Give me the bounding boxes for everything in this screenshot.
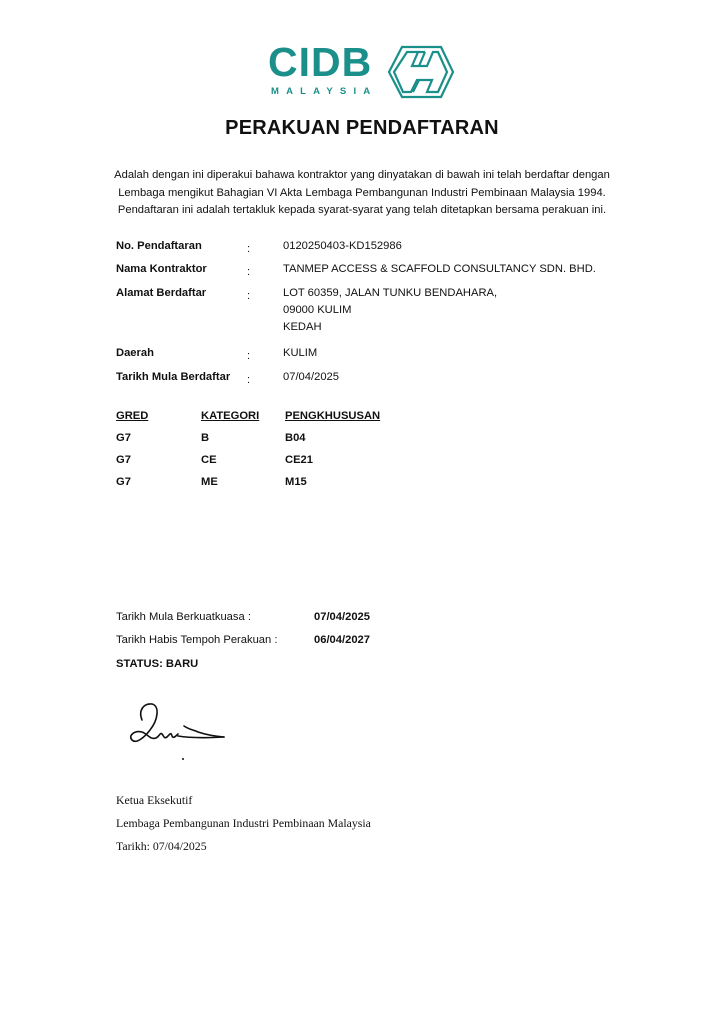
- handwritten-signature-icon: [124, 700, 234, 762]
- cidb-hexagon-mark-icon: [385, 44, 455, 100]
- grade-cell: G7: [116, 454, 131, 466]
- specialization-cell: CE21: [285, 454, 313, 466]
- validity-end: [116, 634, 370, 646]
- address-line: LOT 60359, JALAN TUNKU BENDAHARA,: [283, 287, 498, 299]
- column-header-grade: GRED: [116, 410, 149, 422]
- validity-start: [116, 611, 370, 623]
- field-separator: :: [247, 350, 251, 362]
- field-label: Alamat Berdaftar: [116, 287, 207, 299]
- document-title: PERAKUAN PENDAFTARAN: [225, 117, 499, 139]
- signatory-organization: Lembaga Pembangunan Industri Pembinaan Malaysia: [116, 816, 371, 830]
- field-label: Daerah: [116, 347, 154, 359]
- field-value: KULIM: [283, 347, 318, 359]
- field-value: 07/04/2025: [283, 371, 339, 383]
- validity-start-label: Tarikh Mula Berkuatkuasa :: [116, 611, 251, 623]
- field-label: Nama Kontraktor: [116, 263, 207, 275]
- validity-start-value: 07/04/2025: [314, 611, 370, 623]
- status-badge: STATUS: BARU: [116, 658, 199, 670]
- cidb-logo: [268, 39, 458, 104]
- logo-subtitle: MALAYSIA: [271, 86, 378, 97]
- validity-end-value: 06/04/2027: [314, 634, 370, 646]
- address-line: KEDAH: [283, 321, 322, 333]
- signatory-title: Ketua Eksekutif: [116, 793, 193, 807]
- field-separator: :: [247, 290, 251, 302]
- field-value: TANMEP ACCESS & SCAFFOLD CONSULTANCY SDN. BHD.: [283, 263, 596, 275]
- intro-line: Lembaga mengikut Bahagian VI Akta Lembaga Pembangunan Industri Pembinaan Malaysia 1994.: [118, 186, 606, 199]
- specialization-cell: M15: [285, 476, 307, 488]
- category-cell: B: [201, 432, 210, 444]
- signatory-date: Tarikh: 07/04/2025: [116, 839, 207, 853]
- logo-wordmark: CIDB: [268, 39, 373, 85]
- column-header-category: KATEGORI: [201, 410, 260, 422]
- field-separator: :: [247, 243, 251, 255]
- grade-cell: G7: [116, 432, 131, 444]
- intro-line: Adalah dengan ini diperakui bahawa kontraktor yang dinyatakan di bawah ini telah berdaftar dengan: [114, 169, 610, 181]
- address-line: 09000 KULIM: [283, 304, 352, 316]
- field-separator: :: [247, 374, 251, 386]
- column-header-specialization: PENGKHUSUSAN: [285, 410, 381, 422]
- validity-end-label: Tarikh Habis Tempoh Perakuan :: [116, 634, 278, 646]
- category-cell: CE: [201, 454, 217, 466]
- field-label: Tarikh Mula Berdaftar: [116, 371, 231, 383]
- category-cell: ME: [201, 476, 218, 488]
- field-value: 0120250403-KD152986: [283, 240, 402, 252]
- field-separator: :: [247, 266, 251, 278]
- address-lines: [283, 285, 497, 336]
- intro-line: Pendaftaran ini adalah tertakluk kepada syarat-syarat yang telah ditetapkan bersama perakuan ini.: [117, 204, 607, 216]
- specialization-cell: B04: [285, 432, 306, 444]
- grade-cell: G7: [116, 476, 131, 488]
- intro-paragraph: [100, 167, 624, 220]
- field-label: No. Pendaftaran: [116, 240, 202, 252]
